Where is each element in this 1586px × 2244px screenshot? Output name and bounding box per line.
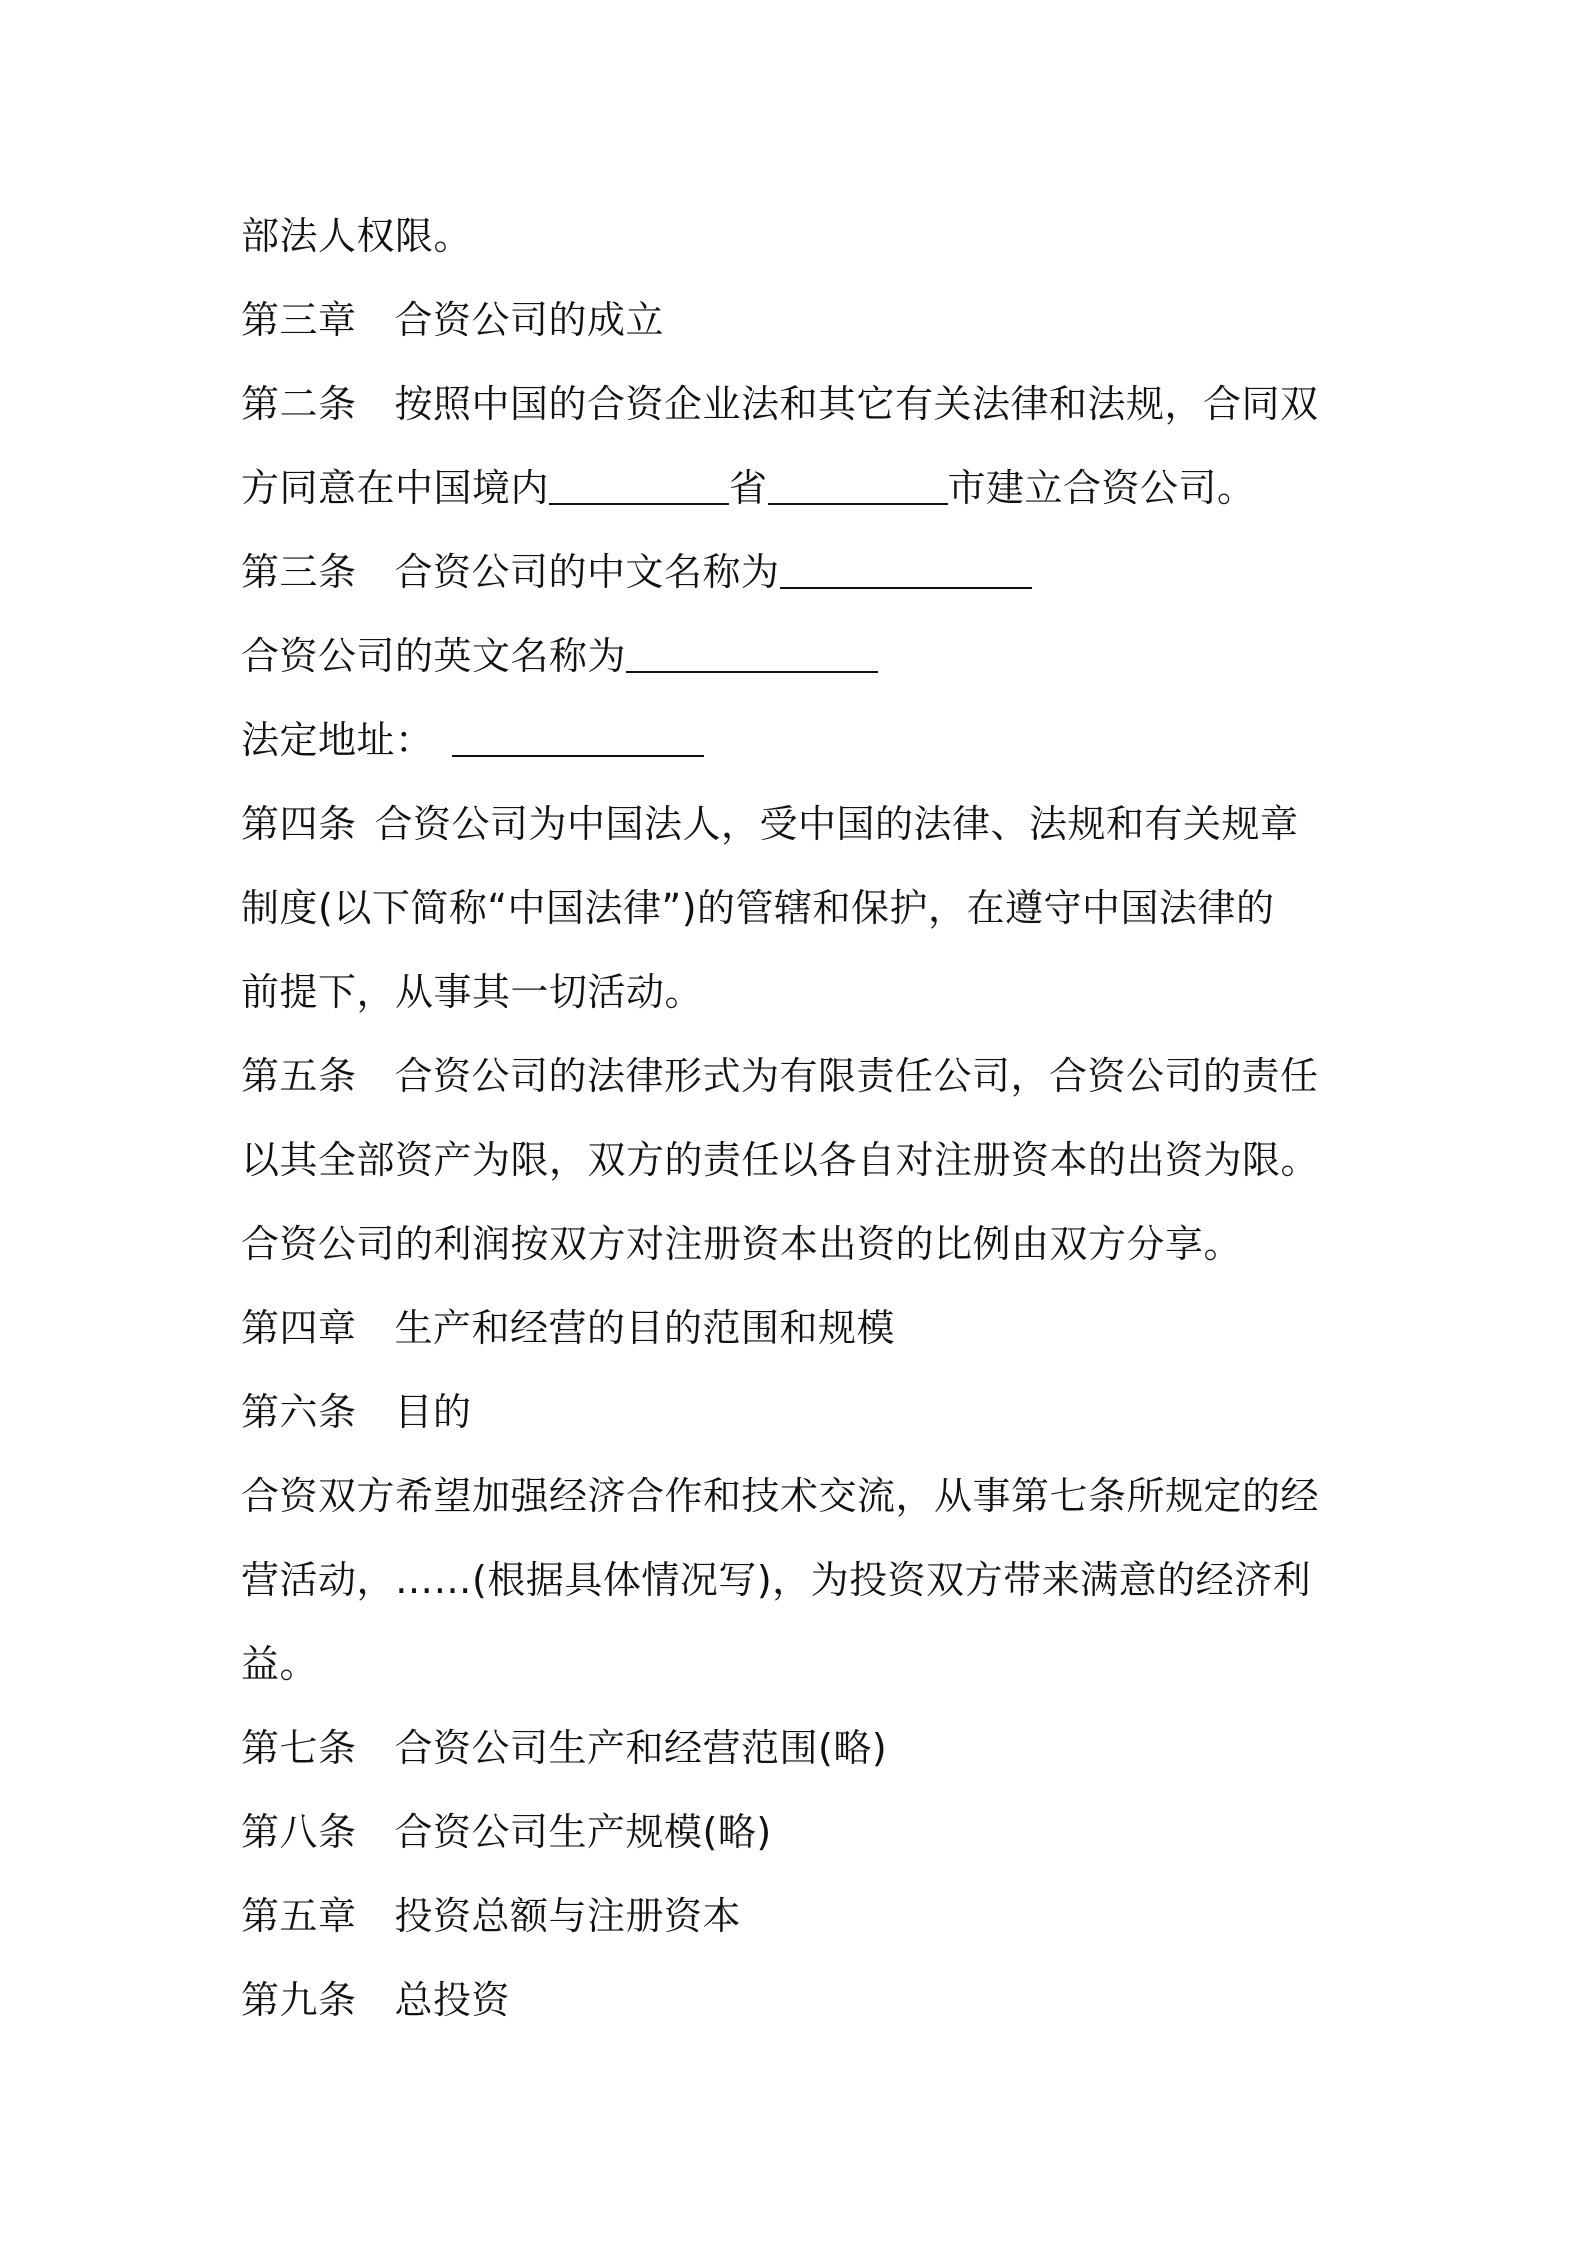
line-text: 部法人权限。: [241, 214, 473, 258]
article-9: [241, 1972, 1361, 2028]
article-2: [241, 376, 1361, 432]
article-text: 合资公司生产规模(略): [394, 1810, 772, 1854]
line-text: 以其全部资产为限，双方的责任以各自对注册资本的出资为限。: [241, 1138, 1320, 1182]
line-text: 方同意在中国境内: [241, 466, 550, 510]
line-text: 益。: [241, 1642, 319, 1686]
chapter-number: 第三章: [241, 298, 357, 342]
chapter-number: 第五章: [241, 1894, 357, 1938]
chapter-heading-5: [241, 1888, 1361, 1944]
english-name-line: [241, 628, 1361, 684]
line-text: 省: [729, 466, 768, 510]
text-line: [241, 1468, 1361, 1524]
chapter-title: 投资总额与注册资本: [394, 1894, 742, 1938]
article-number: 第五条: [241, 1054, 357, 1098]
line-text: 市建立合资公司。: [947, 466, 1256, 510]
line-text: 合资公司的英文名称为: [241, 634, 627, 678]
city-blank-field[interactable]: [768, 463, 948, 505]
text-line: [241, 1216, 1361, 1272]
article-text: 合资公司的中文名称为: [394, 550, 780, 594]
chapter-title: 生产和经营的目的范围和规模: [394, 1306, 896, 1350]
article-number: 第二条: [241, 382, 357, 426]
text-line: [241, 880, 1361, 936]
legal-address-line: [241, 712, 1361, 768]
text-line: [241, 964, 1361, 1020]
article-8: [241, 1804, 1361, 1860]
province-blank-field[interactable]: [549, 463, 729, 505]
article-4: [241, 796, 1361, 852]
article-number: 第三条: [241, 550, 357, 594]
chinese-name-blank-field[interactable]: [780, 547, 1032, 589]
text-line: [241, 1552, 1361, 1608]
text-line: [241, 208, 1361, 264]
chapter-heading-4: [241, 1300, 1361, 1356]
legal-address-blank-field[interactable]: [452, 715, 704, 757]
line-text: 营活动，……(根据具体情况写)，为投资双方带来满意的经济利: [241, 1558, 1312, 1602]
article-number: 第四条: [241, 802, 357, 846]
line-text: 合资公司的利润按双方对注册资本出资的比例由双方分享。: [241, 1222, 1243, 1266]
chapter-title: 合资公司的成立: [394, 298, 665, 342]
article-text: 总投资: [394, 1978, 511, 2022]
chapter-number: 第四章: [241, 1306, 357, 1350]
text-line: [241, 1636, 1361, 1692]
article-text: 目的: [394, 1390, 472, 1434]
article-number: 第九条: [241, 1978, 357, 2022]
article-3: [241, 544, 1361, 600]
article-number: 第七条: [241, 1726, 357, 1770]
article-number: 第八条: [241, 1810, 357, 1854]
article-text: 按照中国的合资企业法和其它有关法律和法规，合同双: [394, 382, 1319, 426]
article-5: [241, 1048, 1361, 1104]
article-text: 合资公司为中国法人，受中国的法律、法规和有关规章: [374, 802, 1299, 846]
line-text: 制度(以下简称“中国法律”)的管辖和保护，在遵守中国法律的: [241, 886, 1275, 930]
english-name-blank-field[interactable]: [626, 631, 878, 673]
article-7: [241, 1720, 1361, 1776]
article-number: 第六条: [241, 1390, 357, 1434]
text-line: [241, 1132, 1361, 1188]
line-text: 前提下，从事其一切活动。: [241, 970, 704, 1014]
line-text: 法定地址：: [241, 718, 434, 762]
article-text: 合资公司的法律形式为有限责任公司，合资公司的责任: [394, 1054, 1319, 1098]
article-2-continued: [241, 460, 1361, 516]
line-text: 合资双方希望加强经济合作和技术交流，从事第七条所规定的经: [241, 1474, 1320, 1518]
chapter-heading-3: [241, 292, 1361, 348]
article-6: [241, 1384, 1361, 1440]
article-text: 合资公司生产和经营范围(略): [394, 1726, 888, 1770]
